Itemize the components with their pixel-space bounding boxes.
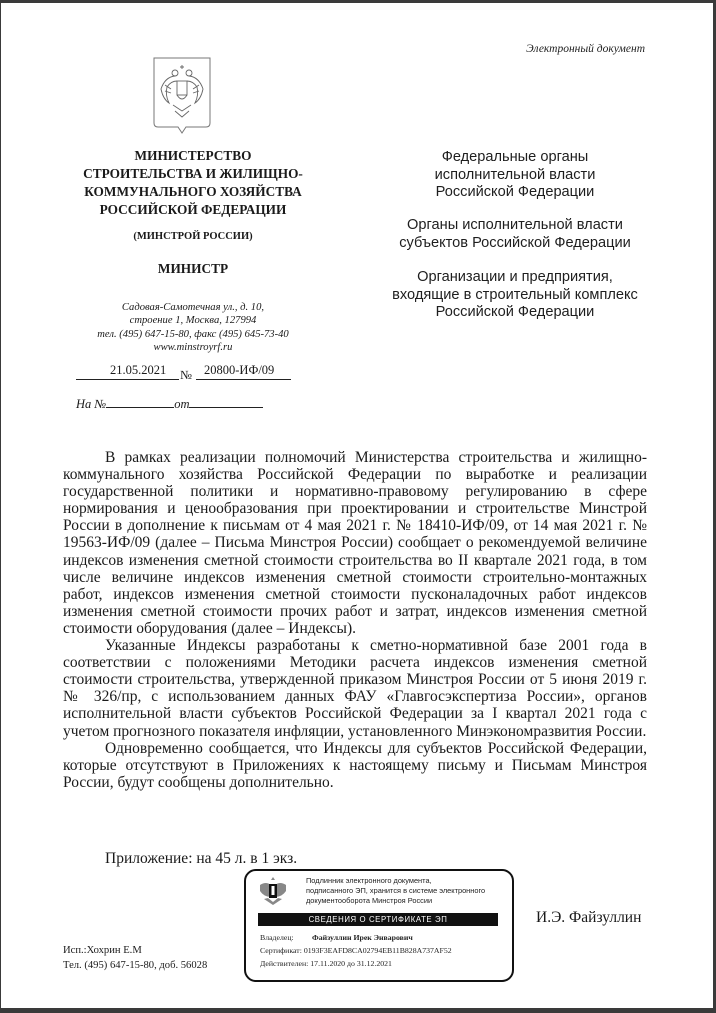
- recipient-line: входящие в строительный комплекс: [392, 286, 638, 303]
- document-date: 21.05.2021: [110, 363, 167, 377]
- date-underline: [76, 379, 179, 380]
- minstroy-emblem-icon: [256, 875, 290, 909]
- certificate-value: 0193F3EAFD8CA02794EB11B828A737AF52: [303, 946, 452, 955]
- registration-line: [76, 363, 291, 383]
- recipient-line: Органы исполнительной власти: [407, 217, 623, 233]
- ministry-short-name: (МИНСТРОЙ РОССИИ): [133, 231, 253, 242]
- number-sign: №: [180, 368, 192, 382]
- address-line: Садовая-Самотечная ул., д. 10,: [121, 302, 265, 313]
- recipient-block: [353, 149, 677, 202]
- ministry-line: СТРОИТЕЛЬСТВА И ЖИЛИЩНО-: [83, 166, 303, 181]
- executor-phone: Тел. (495) 647-15-80, доб. 56028: [63, 960, 208, 971]
- stamp-note: [306, 876, 485, 906]
- body-paragraph: Указанные Индексы разработаны к сметно-нормативной базе 2001 года в соответствии с положениями Методики расчета индексов изменения сметной стоимости строительства, утвержденной приказом Минстроя России от 5 июня 2019 г. № 326/пр, с использованием данных ФАУ «Главгосэкспертиза России», органов исполнительной власти субъектов Российской Федерации за I квартал 2021 года с учетом прогнозного показателя инфляции, установленного Минэкономразвития России.: [63, 637, 647, 740]
- certificate-header: СВЕДЕНИЯ О СЕРТИФИКАТЕ ЭП: [258, 913, 498, 926]
- recipient-block: [353, 217, 677, 252]
- ref-number-label: На №: [76, 397, 107, 411]
- certificate-label: Сертификат:: [260, 946, 302, 955]
- address-line: тел. (495) 647-15-80, факс (495) 645-73-40: [97, 328, 289, 340]
- ministry-line: РОССИЙСКОЙ ФЕДЕРАЦИИ: [99, 202, 287, 217]
- number-underline: [196, 379, 291, 380]
- letter-body: [63, 449, 647, 791]
- electronic-document-label: Электронный документ: [526, 43, 645, 55]
- ref-number-blank: [106, 397, 174, 408]
- body-paragraph: В рамках реализации полномочий Министерства строительства и жилищно-коммунального хозяйства Российской Федерации по выработке и реализации государственной политики и нормативно-правовому регулированию в сфере нормирования и ценообразования при проектировании и строительстве Минстрой России в дополнение к письмам от 4 мая 2021 г. № 18410-ИФ/09, от 14 мая 2021 г. № 19563-ИФ/09 (далее – Письма Минстроя России) сообщает о рекомендуемой величине индексов изменения сметной стоимости строительства во II квартале 2021 года, в том числе величине индексов изменения сметной стоимости строительно-монтажных работ, индексов изменения сметной стоимости пусконаладочных работ индексов изменения сметной стоимости прочих работ и затрат, индексов изменения сметной стоимости оборудования (далее – Индексы).: [63, 449, 647, 637]
- sender-address: [45, 301, 341, 355]
- owner-value: Файзуллин Ирек Энварович: [312, 933, 413, 942]
- body-paragraph: Одновременно сообщается, что Индексы для субъектов Российской Федерации, которые отсутствуют в Приложениях к настоящему письму и Письмам Минстроя России, будут сообщены дополнительно.: [63, 739, 647, 791]
- owner-label: Владелец:: [260, 933, 294, 942]
- recipient-line: Российской Федерации: [435, 304, 595, 320]
- stamp-note-line: Подлинник электронного документа,: [306, 876, 432, 885]
- recipient-block: [353, 269, 677, 322]
- sender-position: МИНИСТР: [157, 261, 229, 276]
- document-page: [1, 3, 713, 1008]
- certificate-details: [260, 931, 452, 970]
- ministry-name: [45, 147, 341, 219]
- executor-info: [63, 943, 207, 973]
- e-signature-stamp: [244, 869, 514, 982]
- valid-label: Действителен:: [260, 959, 309, 968]
- website-link[interactable]: www.minstroyrf.ru: [153, 342, 233, 354]
- stamp-note-line: документооборота Минстроя России: [306, 896, 433, 905]
- document-number: 20800-ИФ/09: [204, 363, 275, 377]
- ref-from-label: от: [174, 397, 190, 411]
- executor-name: Исп.:Хохрин Е.М: [63, 945, 142, 956]
- valid-value: 17.11.2020 до 31.12.2021: [310, 959, 392, 968]
- recipient-line: Федеральные органы: [441, 149, 589, 165]
- reference-line: [76, 397, 296, 412]
- recipient-line: субъектов Российской Федерации: [399, 234, 631, 251]
- address-line: строение 1, Москва, 127994: [129, 315, 257, 327]
- recipient-line: исполнительной власти: [434, 166, 596, 183]
- recipient-line: Организации и предприятия,: [417, 269, 613, 285]
- signer-name: И.Э. Файзуллин: [536, 909, 642, 926]
- coat-of-arms-icon: [151, 55, 213, 135]
- ministry-line: КОММУНАЛЬНОГО ХОЗЯЙСТВА: [84, 184, 302, 199]
- stamp-note-line: подписанного ЭП, хранится в системе электронного: [306, 886, 486, 895]
- attachment-note: Приложение: на 45 л. в 1 экз.: [105, 850, 298, 867]
- ref-date-blank: [189, 397, 263, 408]
- ministry-line: МИНИСТЕРСТВО: [134, 148, 252, 163]
- recipient-line: Российской Федерации: [435, 184, 595, 200]
